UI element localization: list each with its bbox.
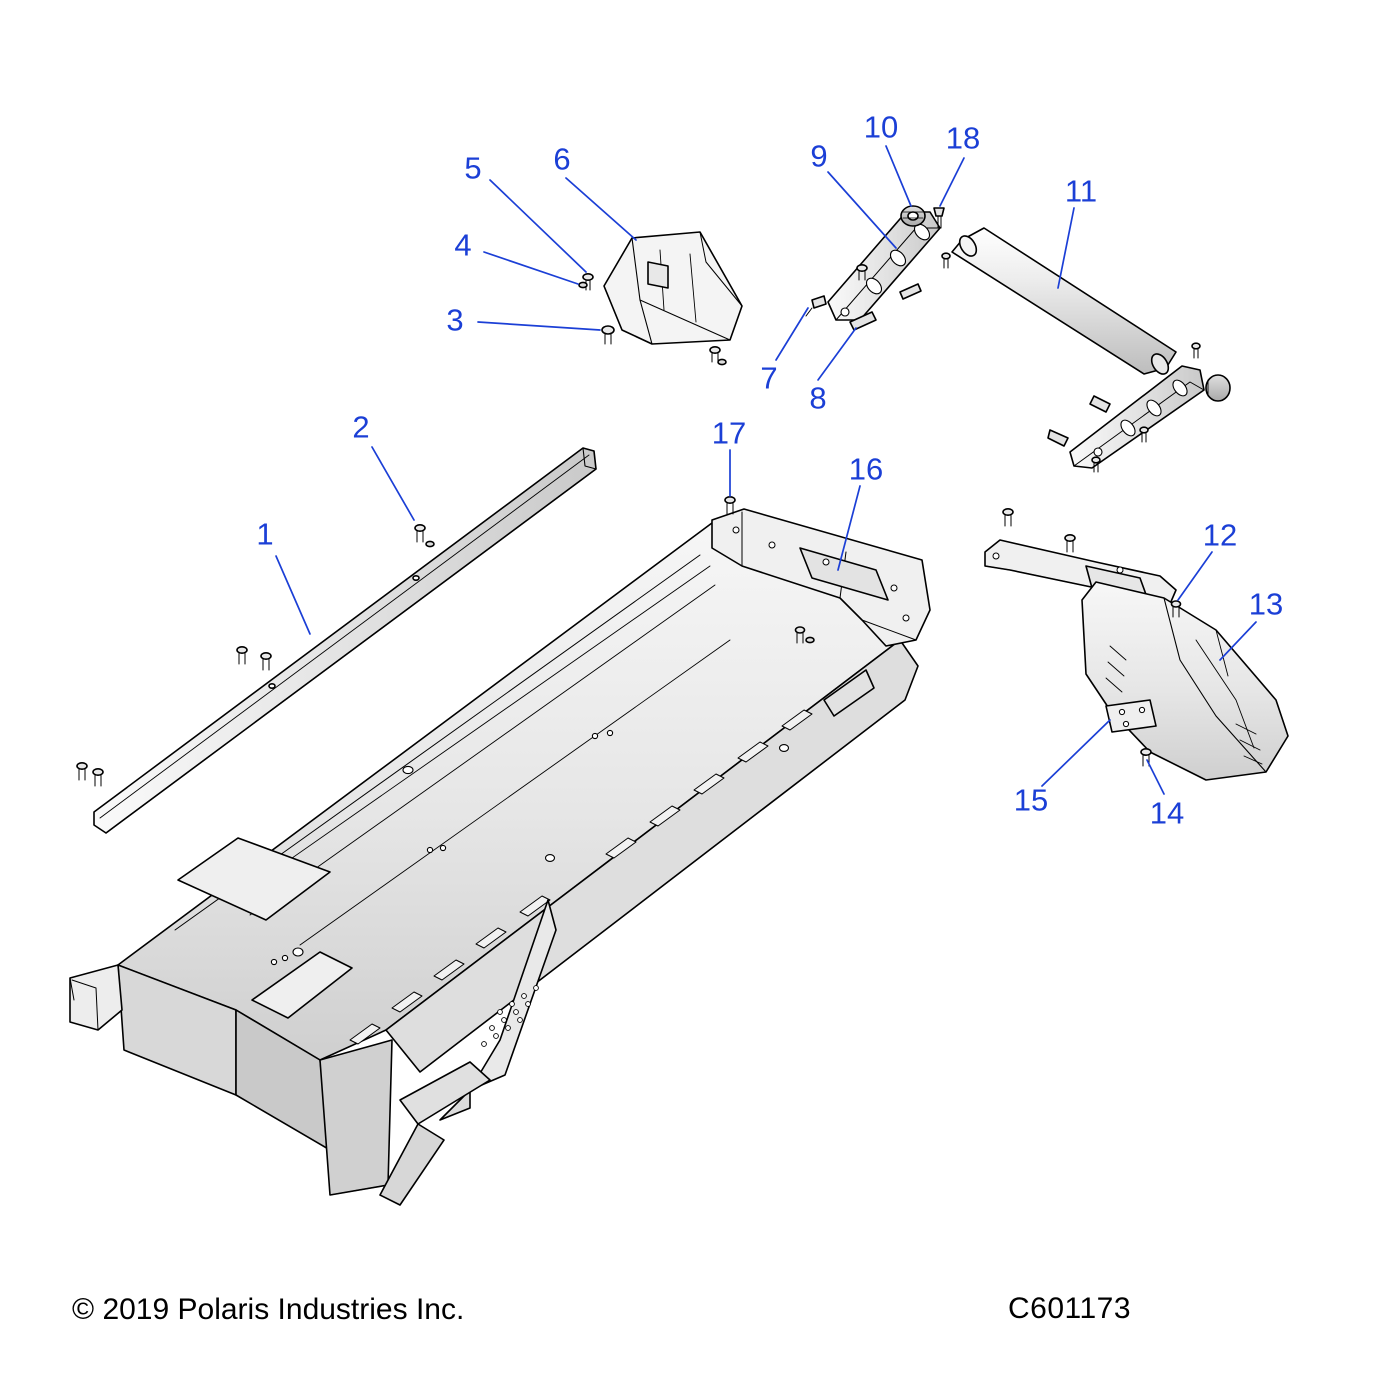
callout-1: 1 [256,516,274,552]
callout-11: 11 [1064,173,1098,209]
callout-18: 18 [945,120,981,156]
callout-17: 17 [711,415,747,451]
part-1-tunnel [70,512,922,1205]
part-9-link-arm [806,206,950,330]
callout-9: 9 [810,138,828,174]
callout-6: 6 [553,141,571,177]
part-17-fastener [725,497,735,514]
callout-2: 2 [352,409,370,445]
callout-8: 8 [809,380,827,416]
part-6-cover [604,232,742,344]
callout-10: 10 [863,109,899,145]
part-12-13-rear-assembly [985,540,1288,780]
callout-7: 7 [760,360,778,396]
copyright-notice: © 2019 Polaris Industries Inc. [72,1293,465,1326]
callout-14: 14 [1149,795,1185,831]
callout-5: 5 [464,150,482,186]
callout-12: 12 [1202,517,1238,553]
part-15-plate [1106,700,1156,732]
diagram-part-number: C601173 [1008,1292,1132,1325]
callout-15: 15 [1013,782,1049,818]
part-7-fastener [806,296,826,316]
callout-4: 4 [454,227,472,263]
callout-16: 16 [848,451,884,487]
callout-3: 3 [446,302,464,338]
callout-13: 13 [1248,586,1284,622]
part-10-bushing [901,206,925,226]
part-11-tube [952,228,1176,377]
